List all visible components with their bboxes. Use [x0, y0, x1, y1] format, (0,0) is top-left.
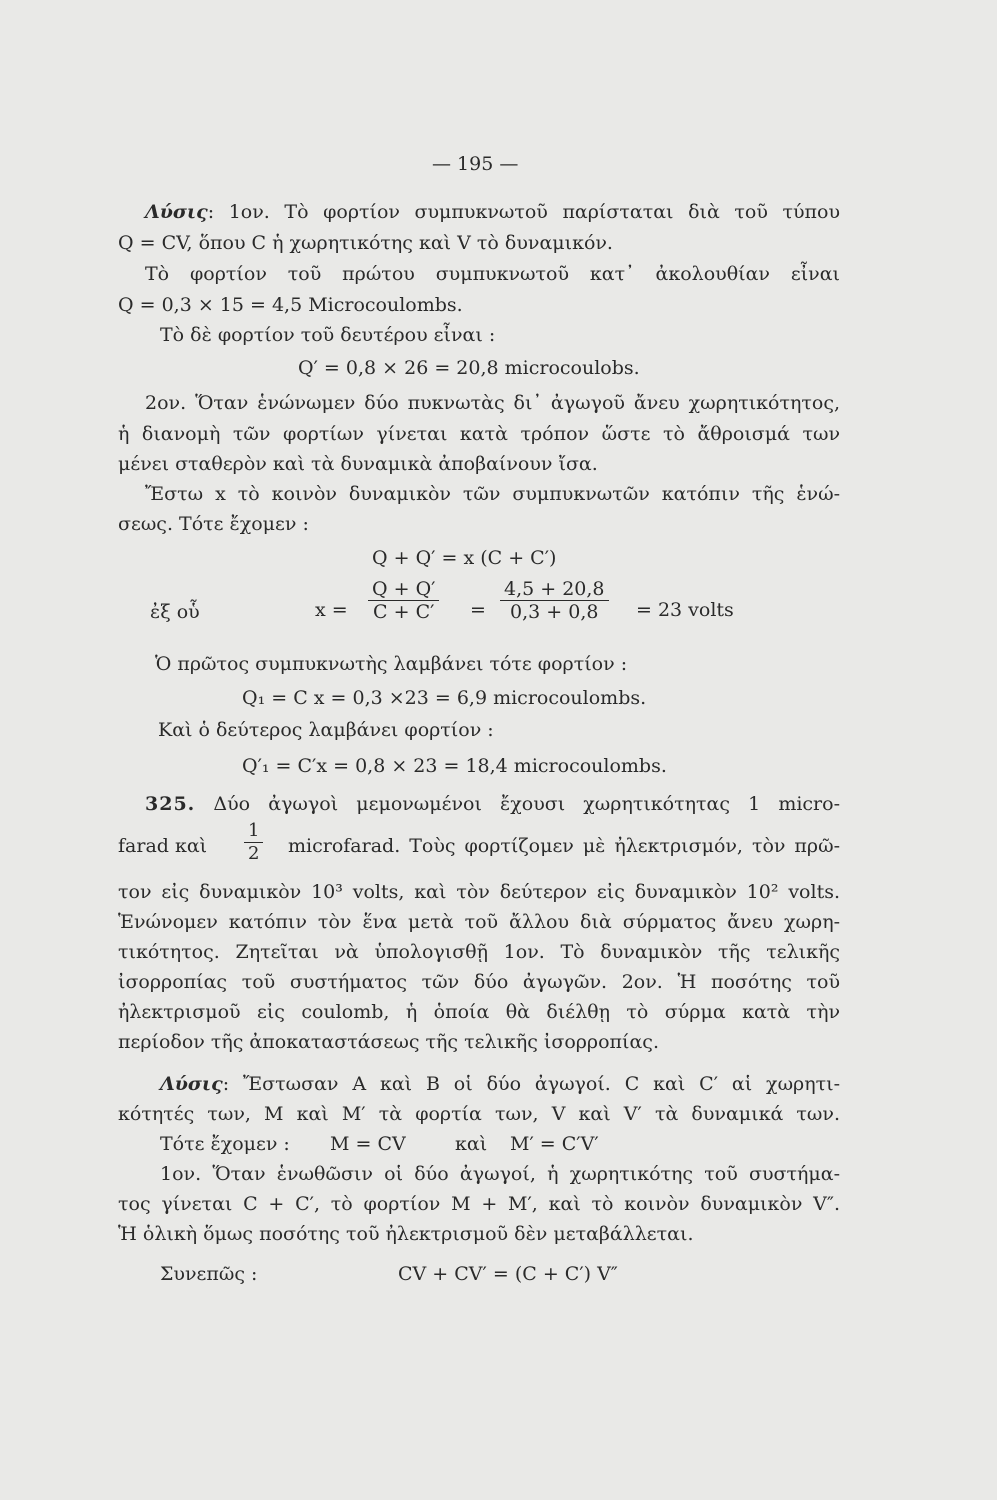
- equation-m-prime: M′ = C′V′: [510, 1133, 599, 1155]
- solution2-line-6: Ἡ ὁλικὴ ὅμως ποσότης τοῦ ἠλεκτρισμοῦ δὲν μεταβάλλεται.: [118, 1223, 694, 1245]
- equation-q1-prime: Q′₁ = C′x = 0,8 × 23 = 18,4 microcoulombs.: [242, 755, 667, 777]
- equation-x-result: = 23 volts: [636, 599, 734, 621]
- solution2-line-3a: Τότε ἔχομεν :: [160, 1133, 290, 1155]
- equation-m: M = CV: [330, 1133, 406, 1155]
- fraction-symbolic: [368, 578, 439, 623]
- solution1-line-8: μένει σταθερὸν καὶ τὰ δυναμικὰ ἀποβαίνουν ἴσα.: [118, 453, 598, 475]
- solution1-line-6: 2ον. Ὅταν ἑνώνωμεν δύο πυκνωτὰς δι᾽ ἀγωγοῦ ἄνευ χωρητικότητος,: [145, 392, 840, 414]
- ex-ou-label: ἐξ οὗ: [150, 601, 200, 623]
- problem-line-2b: microfarad. Τοὺς φορτίζομεν μὲ ἠλεκτρισμόν, τὸν πρῶ-: [288, 835, 840, 857]
- solution1-line-12: Καὶ ὁ δεύτερος λαμβάνει φορτίον :: [158, 719, 494, 741]
- solution2-label: Λύσις: [160, 1073, 223, 1095]
- fraction-numeric-numerator: 4,5 + 20,8: [500, 578, 609, 601]
- fraction-symbolic-numerator: Q + Q′: [368, 578, 439, 601]
- equation-conservation: CV + CV′ = (C + C′) V″: [398, 1263, 618, 1285]
- equation-sum-charges: Q + Q′ = x (C + C′): [372, 547, 557, 569]
- problem-line-7: ἠλεκτρισμοῦ εἰς coulomb, ἡ ὁποία θὰ διέλθῃ τὸ σύρμα κατὰ τὴν: [118, 1001, 840, 1023]
- solution2-line-4: 1ον. Ὅταν ἑνωθῶσιν οἱ δύο ἀγωγοί, ἡ χωρητικότης τοῦ συστήμα-: [160, 1163, 840, 1185]
- solution1-line-7: ἡ διανομὴ τῶν φορτίων γίνεται κατὰ τρόπον ὥστε τὸ ἄθροισμά των: [118, 423, 840, 445]
- equation-q1: Q₁ = C x = 0,3 ×23 = 6,9 microcoulombs.: [242, 687, 647, 709]
- problem-line-6: ἰσορροπίας τοῦ συστήματος τῶν δύο ἀγωγῶν. 2ον. Ἡ ποσότης τοῦ: [118, 971, 840, 993]
- problem-line-1: 325. Δύο ἀγωγοὶ μεμονωμένοι ἔχουσι χωρητικότητας 1 micro-: [145, 793, 840, 815]
- fraction-one-half-numerator: 1: [244, 820, 263, 843]
- solution1-line-5: Τὸ δὲ φορτίον τοῦ δευτέρου εἶναι :: [160, 324, 496, 346]
- fraction-one-half: [244, 820, 263, 865]
- equation-q-prime: Q′ = 0,8 × 26 = 20,8 microcoulobs.: [298, 357, 640, 379]
- fraction-symbolic-denominator: C + C′: [373, 601, 435, 623]
- equation-x-lhs: x =: [315, 599, 348, 621]
- solution2-line-7a: Συνεπῶς :: [160, 1263, 258, 1285]
- solution1-line-2: Q = CV, ὅπου C ἡ χωρητικότης καὶ V τὸ δυναμικόν.: [118, 232, 613, 254]
- problem-line-5: τικότητος. Ζητεῖται νὰ ὑπολογισθῇ 1ον. Τὸ δυναμικὸν τῆς τελικῆς: [118, 941, 840, 963]
- fraction-one-half-denominator: 2: [248, 843, 260, 864]
- solution1-label: Λύσις: [145, 201, 208, 223]
- fraction-numeric: [500, 578, 609, 623]
- problem-line-2a: farad καὶ: [118, 835, 208, 857]
- problem-number: 325.: [145, 793, 196, 815]
- solution2-line-3c: καὶ: [455, 1133, 488, 1155]
- solution1-line-11: Ὁ πρῶτος συμπυκνωτὴς λαμβάνει τότε φορτίον :: [155, 653, 628, 675]
- solution1-line-1: Λύσις: 1ον. Τὸ φορτίον συμπυκνωτοῦ παρίσταται διὰ τοῦ τύπου: [145, 201, 840, 223]
- solution1-line-10: σεως. Τότε ἔχομεν :: [118, 513, 309, 535]
- solution2-line-5: τος γίνεται C + C′, τὸ φορτίον M + M′, καὶ τὸ κοινὸν δυναμικὸν V″.: [118, 1193, 840, 1215]
- problem-line-3: τον εἰς δυναμικὸν 10³ volts, καὶ τὸν δεύτερον εἰς δυναμικὸν 10² volts.: [118, 881, 840, 903]
- problem-line-8: περίοδον τῆς ἀποκαταστάσεως τῆς τελικῆς ἰσορροπίας.: [118, 1031, 659, 1053]
- equation-x-equals: =: [470, 599, 486, 621]
- solution1-line-3: Τὸ φορτίον τοῦ πρώτου συμπυκνωτοῦ κατ᾽ ἀκολουθίαν εἶναι: [145, 263, 840, 285]
- fraction-numeric-denominator: 0,3 + 0,8: [510, 601, 599, 623]
- solution1-line-9: Ἔστω x τὸ κοινὸν δυναμικὸν τῶν συμπυκνωτῶν κατόπιν τῆς ἑνώ-: [145, 483, 840, 505]
- solution1-line-4: Q = 0,3 × 15 = 4,5 Microcoulombs.: [118, 294, 463, 316]
- solution2-line-2: κότητές των, M καὶ M′ τὰ φορτία των, V καὶ V′ τὰ δυναμικά των.: [118, 1103, 840, 1125]
- problem-line-4: Ἑνώνομεν κατόπιν τὸν ἕνα μετὰ τοῦ ἄλλου διὰ σύρματος ἄνευ χωρη-: [118, 911, 840, 933]
- solution2-line-1: Λύσις: Ἔστωσαν A καὶ B οἱ δύο ἀγωγοί. C καὶ C′ αἱ χωρητι-: [160, 1073, 840, 1095]
- page-number: — 195 —: [432, 153, 519, 175]
